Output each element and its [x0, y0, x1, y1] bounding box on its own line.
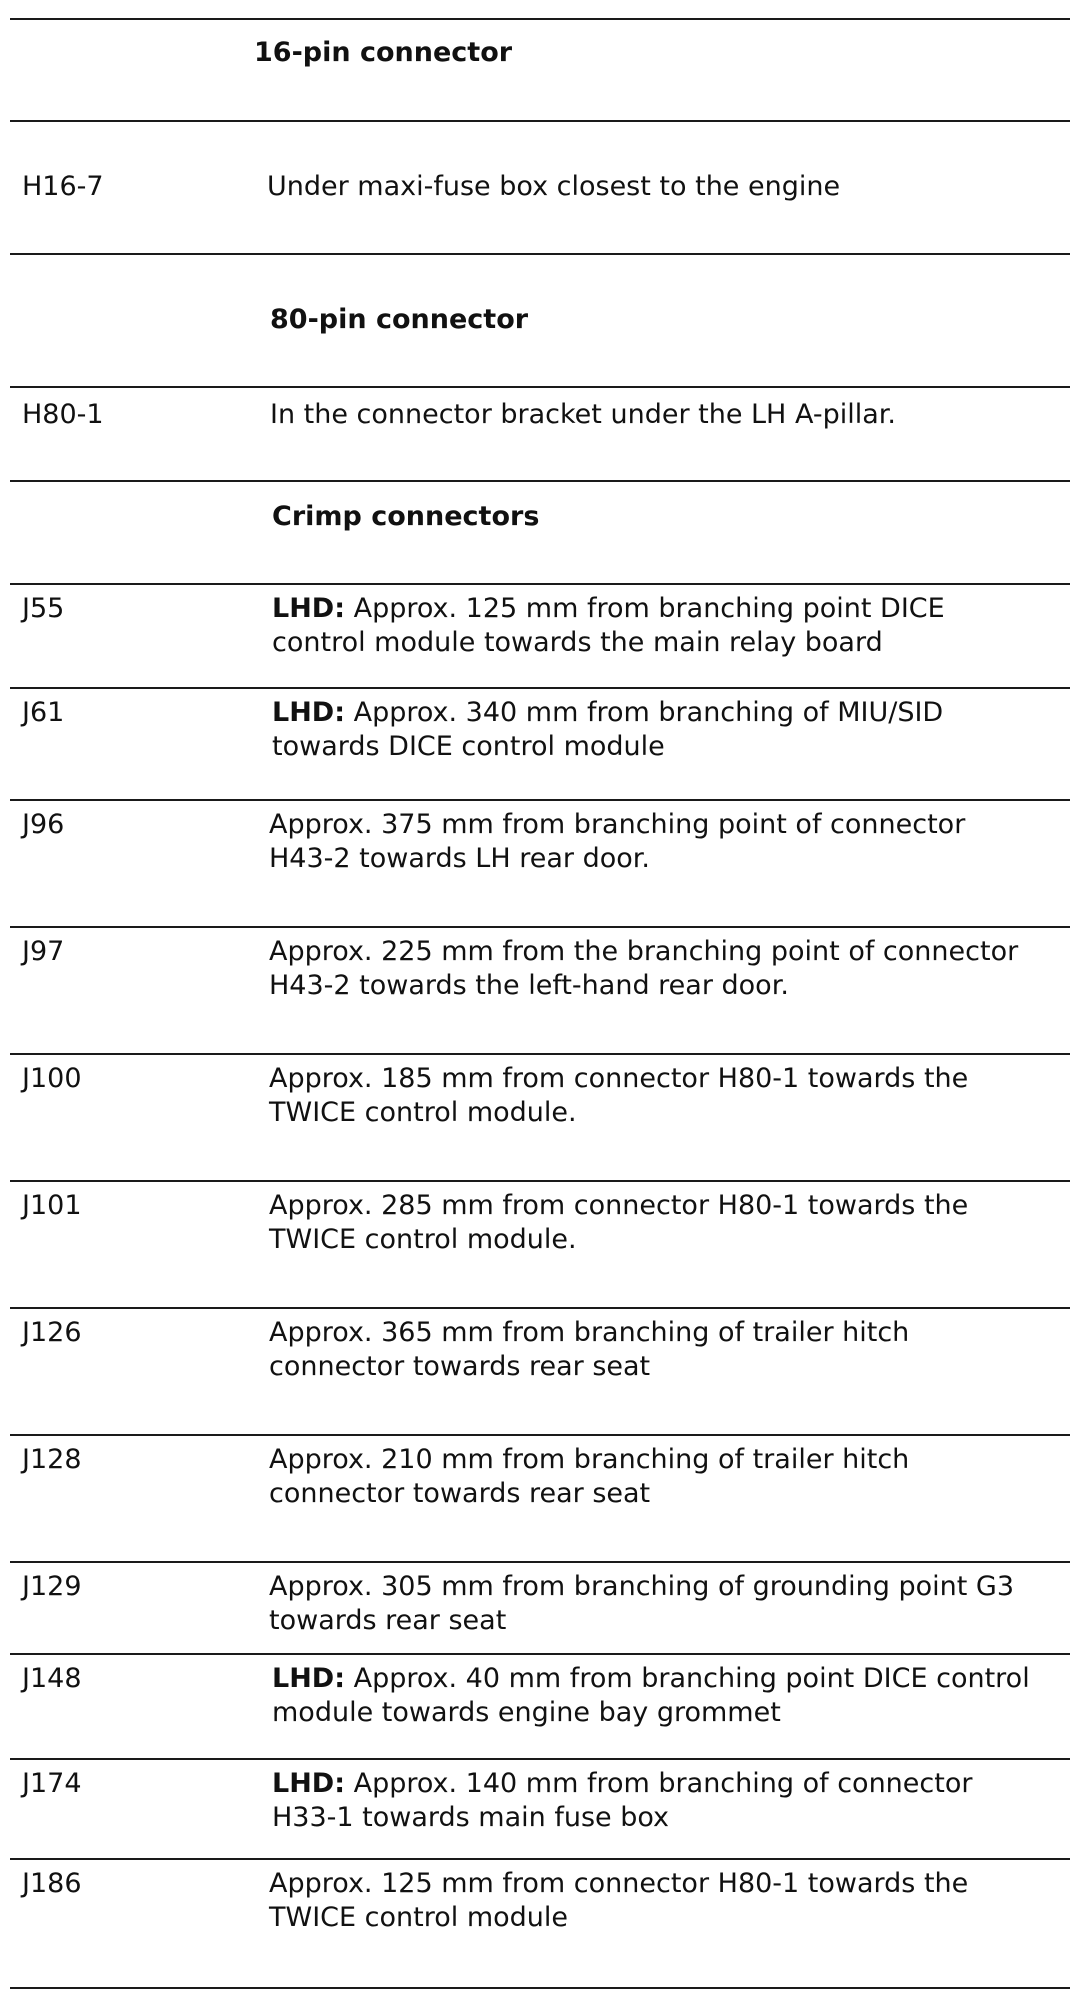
location-text: Approx. 125 mm from connector H80-1 towards the [269, 1868, 969, 1899]
location-text: Approx. 225 mm from the branching point of connector [269, 936, 1019, 967]
section-header: Crimp connectors [272, 501, 540, 532]
location-text: TWICE control module. [269, 1097, 577, 1128]
table-rule [10, 1180, 1070, 1182]
location-text: In the connector bracket under the LH A-pillar. [270, 399, 896, 430]
location-text: TWICE control module. [269, 1224, 577, 1255]
table-rule [10, 1987, 1070, 1989]
location-text: towards DICE control module [272, 731, 665, 762]
table-rule [10, 386, 1070, 388]
connector-code: J101 [22, 1190, 82, 1221]
table-rule [10, 1758, 1070, 1760]
table-rule [10, 687, 1070, 689]
location-text: LHD: Approx. 340 mm from branching of MIU/SID [272, 697, 944, 728]
table-rule [10, 253, 1070, 255]
lhd-prefix: LHD: [272, 1768, 346, 1799]
connector-code: H80-1 [22, 399, 104, 430]
location-text: LHD: Approx. 125 mm from branching point DICE [272, 593, 945, 624]
location-text: Approx. 375 mm from branching point of connector [269, 809, 966, 840]
location-text: Approx. 285 mm from connector H80-1 towards the [269, 1190, 969, 1221]
table-rule [10, 1307, 1070, 1309]
table-rule [10, 120, 1070, 122]
connector-code: J55 [22, 593, 65, 624]
table-rule [10, 583, 1070, 585]
location-text: Under maxi-fuse box closest to the engine [267, 171, 841, 202]
connector-code: J97 [22, 936, 65, 967]
location-text: control module towards the main relay board [272, 627, 883, 658]
connector-code: J148 [22, 1663, 82, 1694]
section-header: 80-pin connector [270, 304, 529, 335]
lhd-prefix: LHD: [272, 593, 346, 624]
table-rule [10, 1053, 1070, 1055]
location-text: LHD: Approx. 140 mm from branching of connector [272, 1768, 973, 1799]
section-header: 16-pin connector [254, 37, 513, 68]
table-rule [10, 1653, 1070, 1655]
connector-code: H16-7 [22, 171, 104, 202]
table-rule [10, 480, 1070, 482]
lhd-prefix: LHD: [272, 697, 346, 728]
location-text: connector towards rear seat [269, 1351, 651, 1382]
location-text: Approx. 365 mm from branching of trailer hitch [269, 1317, 910, 1348]
location-text: module towards engine bay grommet [272, 1697, 781, 1728]
location-text: Approx. 210 mm from branching of trailer hitch [269, 1444, 910, 1475]
location-text: LHD: Approx. 40 mm from branching point DICE control [272, 1663, 1030, 1694]
connector-code: J61 [22, 697, 65, 728]
table-rule [10, 799, 1070, 801]
location-text: connector towards rear seat [269, 1478, 651, 1509]
table-rule [10, 1561, 1070, 1563]
location-text: TWICE control module [269, 1902, 569, 1933]
table-rule [10, 926, 1070, 928]
connector-code: J186 [22, 1868, 82, 1899]
table-rule [10, 1858, 1070, 1860]
table-rule [10, 1434, 1070, 1436]
connector-code: J128 [22, 1444, 82, 1475]
connector-code: J126 [22, 1317, 82, 1348]
connector-code: J96 [22, 809, 65, 840]
location-text: H33-1 towards main fuse box [272, 1802, 670, 1833]
location-text: H43-2 towards LH rear door. [269, 843, 650, 874]
location-text: Approx. 305 mm from branching of grounding point G3 [269, 1571, 1015, 1602]
connector-code: J174 [22, 1768, 82, 1799]
location-text: H43-2 towards the left-hand rear door. [269, 970, 789, 1001]
connector-code: J100 [22, 1063, 82, 1094]
lhd-prefix: LHD: [272, 1663, 346, 1694]
connector-code: J129 [22, 1571, 82, 1602]
table-rule [10, 18, 1070, 20]
location-text: Approx. 185 mm from connector H80-1 towards the [269, 1063, 969, 1094]
location-text: towards rear seat [269, 1605, 507, 1636]
